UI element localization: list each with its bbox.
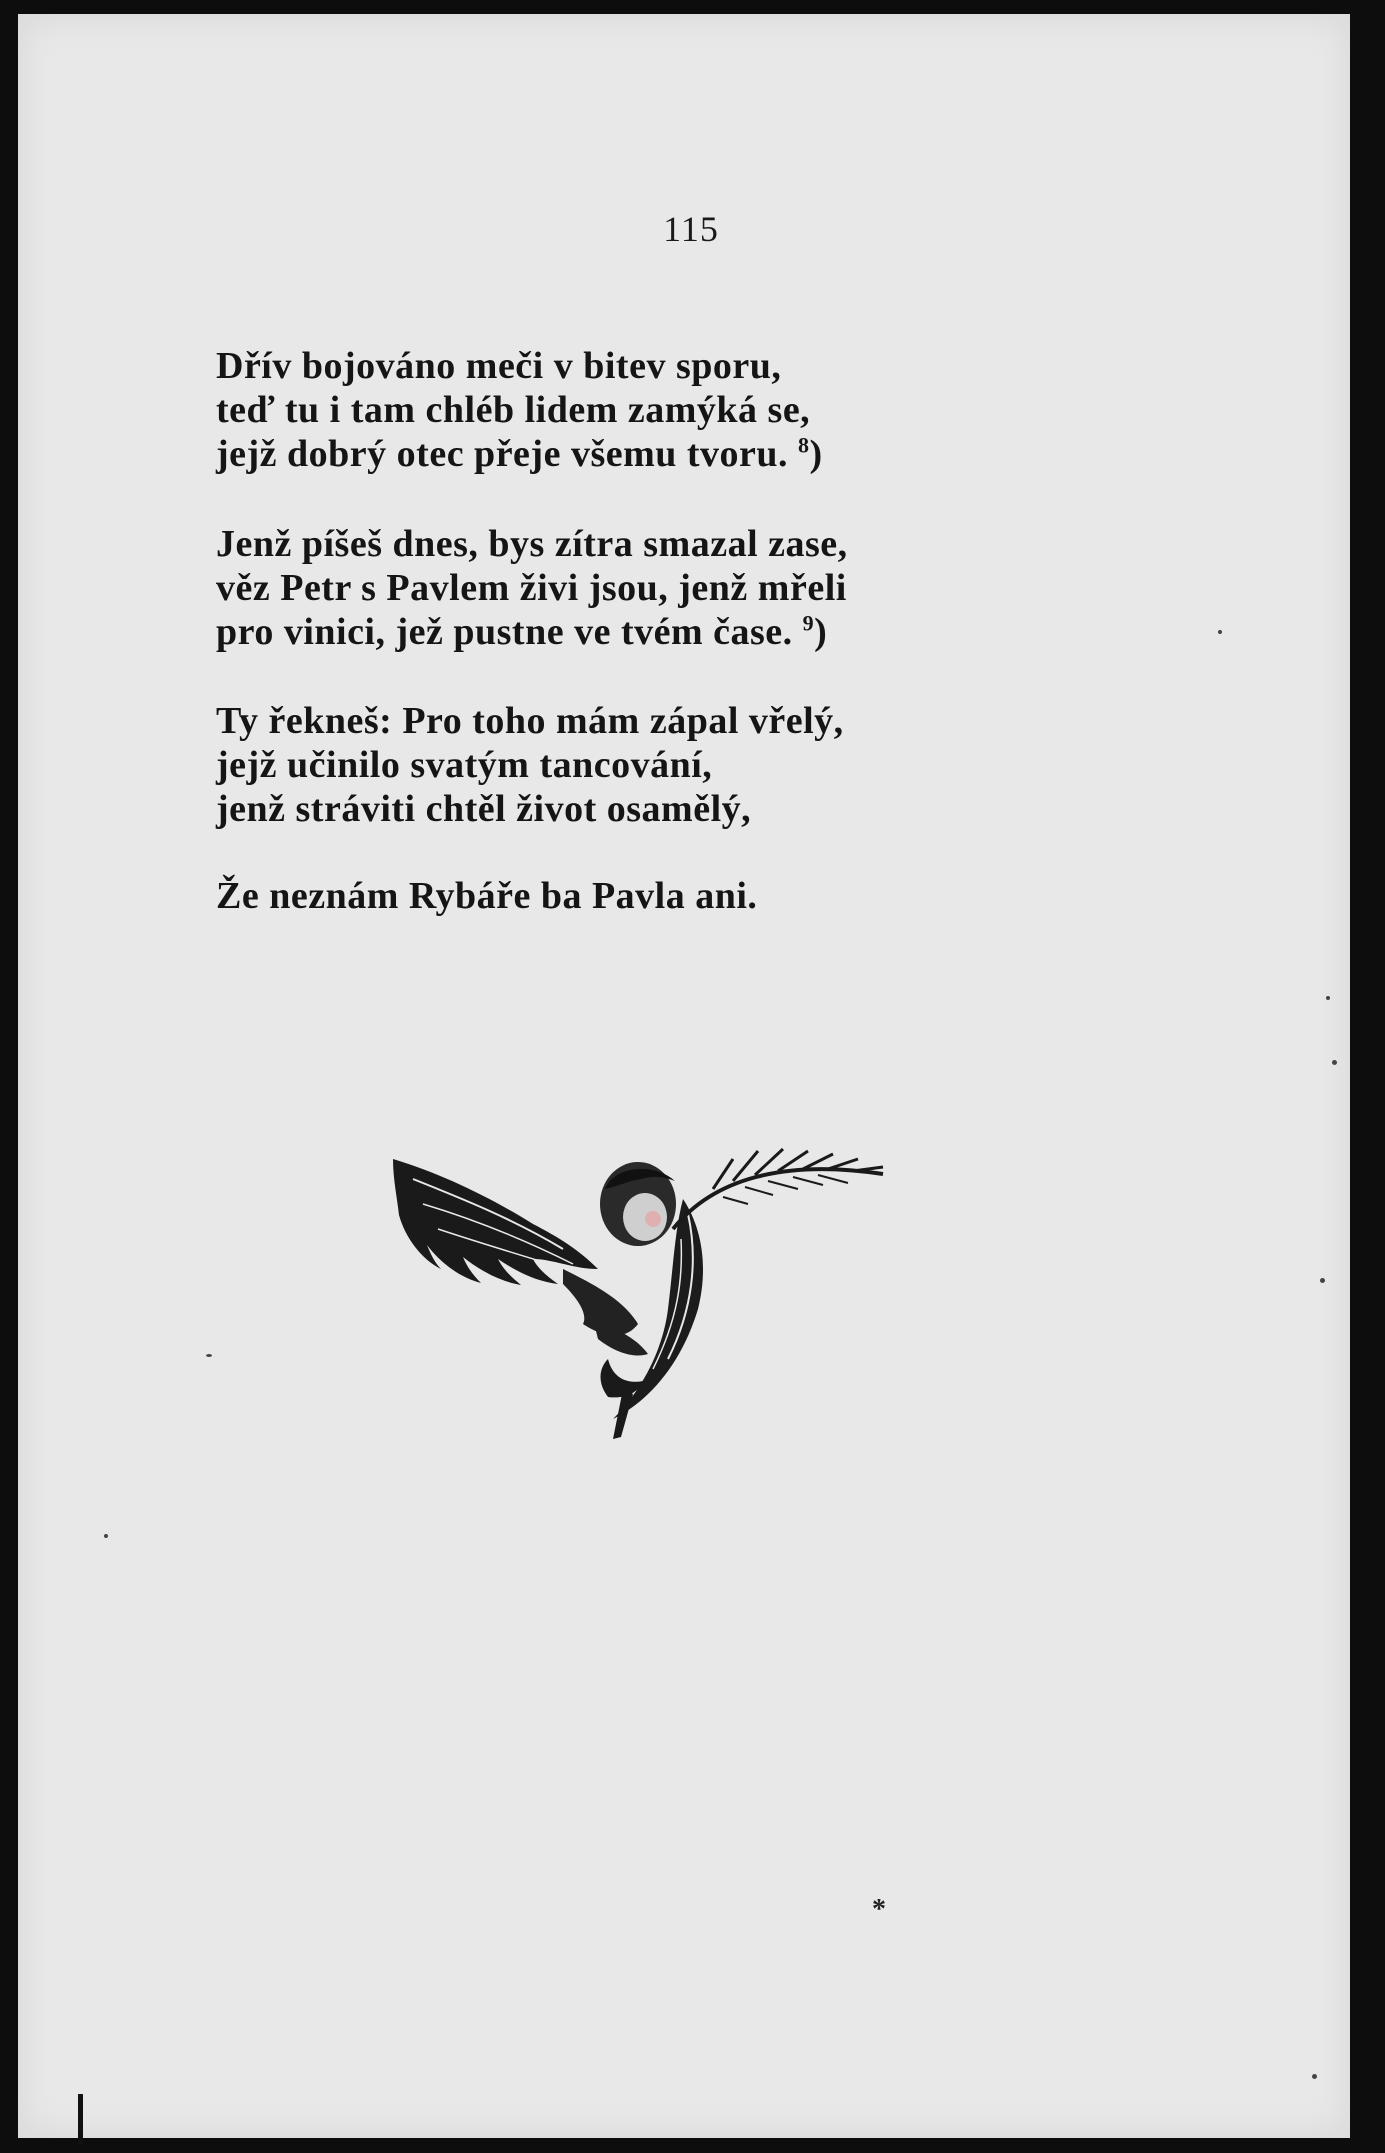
footnote-paren: ) <box>809 433 823 475</box>
verse-line <box>216 610 848 654</box>
verse-line <box>216 522 848 566</box>
print-speck <box>206 1354 212 1357</box>
page-edge-mark <box>78 2094 83 2144</box>
stanza-1 <box>216 344 823 476</box>
print-speck <box>1326 996 1330 1000</box>
verse-text: teď tu i tam chléb lidem zamýká se, <box>216 389 811 431</box>
page-number: 115 <box>663 209 719 249</box>
verse-text: Ty řekneš: Pro toho mám zápal vřelý, <box>216 700 844 742</box>
print-speck <box>104 1534 108 1538</box>
palm-frond <box>673 1149 883 1229</box>
verse-line <box>216 388 823 432</box>
verse-text: věz Petr s Pavlem živi jsou, jenž mřeli <box>216 567 847 609</box>
verse-line <box>216 432 823 476</box>
verse-text: jejž učinilo svatým tancování, <box>216 744 713 786</box>
stanza-2 <box>216 522 848 654</box>
print-speck <box>1320 1278 1325 1283</box>
verse-line <box>216 344 823 388</box>
left-wing <box>393 1159 598 1285</box>
verse-text: jejž dobrý otec přeje všemu tvoru. <box>216 433 789 475</box>
verse-line <box>216 787 844 831</box>
footnote-marker: 8 <box>798 432 810 458</box>
verse-text: Že neznám Rybáře ba Pavla ani. <box>216 875 758 917</box>
print-speck <box>1218 630 1222 634</box>
end-mark: * <box>872 1894 886 1925</box>
winged-cherub-icon <box>383 1119 963 1459</box>
stanza-4 <box>216 874 757 918</box>
verse-text: jenž stráviti chtěl život osamělý, <box>216 788 752 830</box>
print-speck <box>1312 2074 1317 2079</box>
verse-line <box>216 699 844 743</box>
book-page <box>18 14 1350 2138</box>
verse-text: Jenž píšeš dnes, bys zítra smazal zase, <box>216 523 848 565</box>
footnote-marker: 9 <box>802 610 815 636</box>
verse-line <box>216 566 848 610</box>
stanza-3 <box>216 699 844 831</box>
body-feathers <box>563 1269 648 1356</box>
verse-text: pro vinici, jež pustne ve tvém čase. <box>216 611 793 653</box>
verse-line <box>216 743 844 787</box>
verse-text: Dřív bojováno meči v bitev sporu, <box>216 345 782 387</box>
verse-line <box>216 874 757 918</box>
print-speck <box>1332 1060 1337 1065</box>
cherub-head <box>600 1162 676 1246</box>
footnote-paren: ) <box>814 611 828 653</box>
